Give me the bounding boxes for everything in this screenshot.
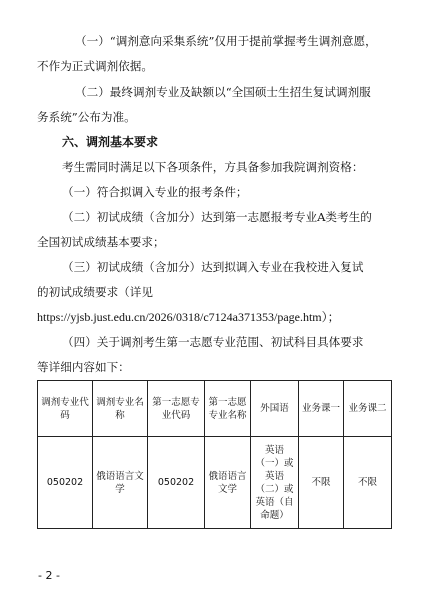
paragraph-line: （二）最终调剂专业及缺额以“全国硕士生招生复试调剂服 bbox=[75, 85, 371, 99]
paragraph-line: （四）关于调剂考生第一志愿专业范围、初试科目具体要求 bbox=[62, 335, 364, 349]
paragraph-line: 务系统”公布为准。 bbox=[37, 110, 136, 124]
header-cell: 业务课一 bbox=[299, 381, 344, 437]
paragraph-line: 不作为正式调剂依据。 bbox=[37, 59, 153, 73]
page-number: - 2 - bbox=[38, 569, 60, 582]
table-header-row bbox=[38, 381, 392, 437]
section-heading: 六、调剂基本要求 bbox=[62, 135, 159, 149]
header-cell: 外国语 bbox=[251, 381, 299, 437]
header-cell: 业务课二 bbox=[344, 381, 392, 437]
table-row bbox=[38, 437, 392, 529]
paragraph-line: （二）初试成绩（含加分）达到第一志愿报考专业A类考生的 bbox=[62, 210, 372, 224]
paragraph-line: 的初试成绩要求（详见 bbox=[37, 285, 153, 299]
url-link[interactable]: https://yjsb.just.edu.cn/2026/0318/c7124a371353/page.htm）； bbox=[37, 310, 340, 324]
header-cell: 第一志愿专业代码 bbox=[148, 381, 205, 437]
foreign-language-cell: 英语（一）或英语（二）或英语（自命题） bbox=[251, 437, 299, 529]
paragraph-line: 等详细内容如下： bbox=[37, 360, 130, 374]
paragraph-line: 全国初试成绩基本要求； bbox=[37, 235, 165, 249]
requirements-table bbox=[37, 380, 392, 529]
major-code-cell: 050202 bbox=[38, 437, 93, 529]
paragraph-line: （三）初试成绩（含加分）达到拟调入专业在我校进入复试 bbox=[62, 260, 364, 274]
header-cell: 调剂专业名称 bbox=[93, 381, 148, 437]
paragraph-line: （一）符合拟调入专业的报考条件； bbox=[62, 185, 248, 199]
first-choice-name-cell: 俄语语言文学 bbox=[205, 437, 251, 529]
paragraph-line: 考生需同时满足以下各项条件，方具备参加我院调剂资格： bbox=[62, 160, 364, 174]
paragraph-line: （一）“调剂意向采集系统”仅用于提前掌握考生调剂意愿， bbox=[75, 34, 377, 48]
course-two-cell: 不限 bbox=[344, 437, 392, 529]
major-name-cell: 俄语语言文学 bbox=[93, 437, 148, 529]
header-cell: 第一志愿专业名称 bbox=[205, 381, 251, 437]
course-one-cell: 不限 bbox=[299, 437, 344, 529]
first-choice-code-cell: 050202 bbox=[148, 437, 205, 529]
header-cell: 调剂专业代码 bbox=[38, 381, 93, 437]
